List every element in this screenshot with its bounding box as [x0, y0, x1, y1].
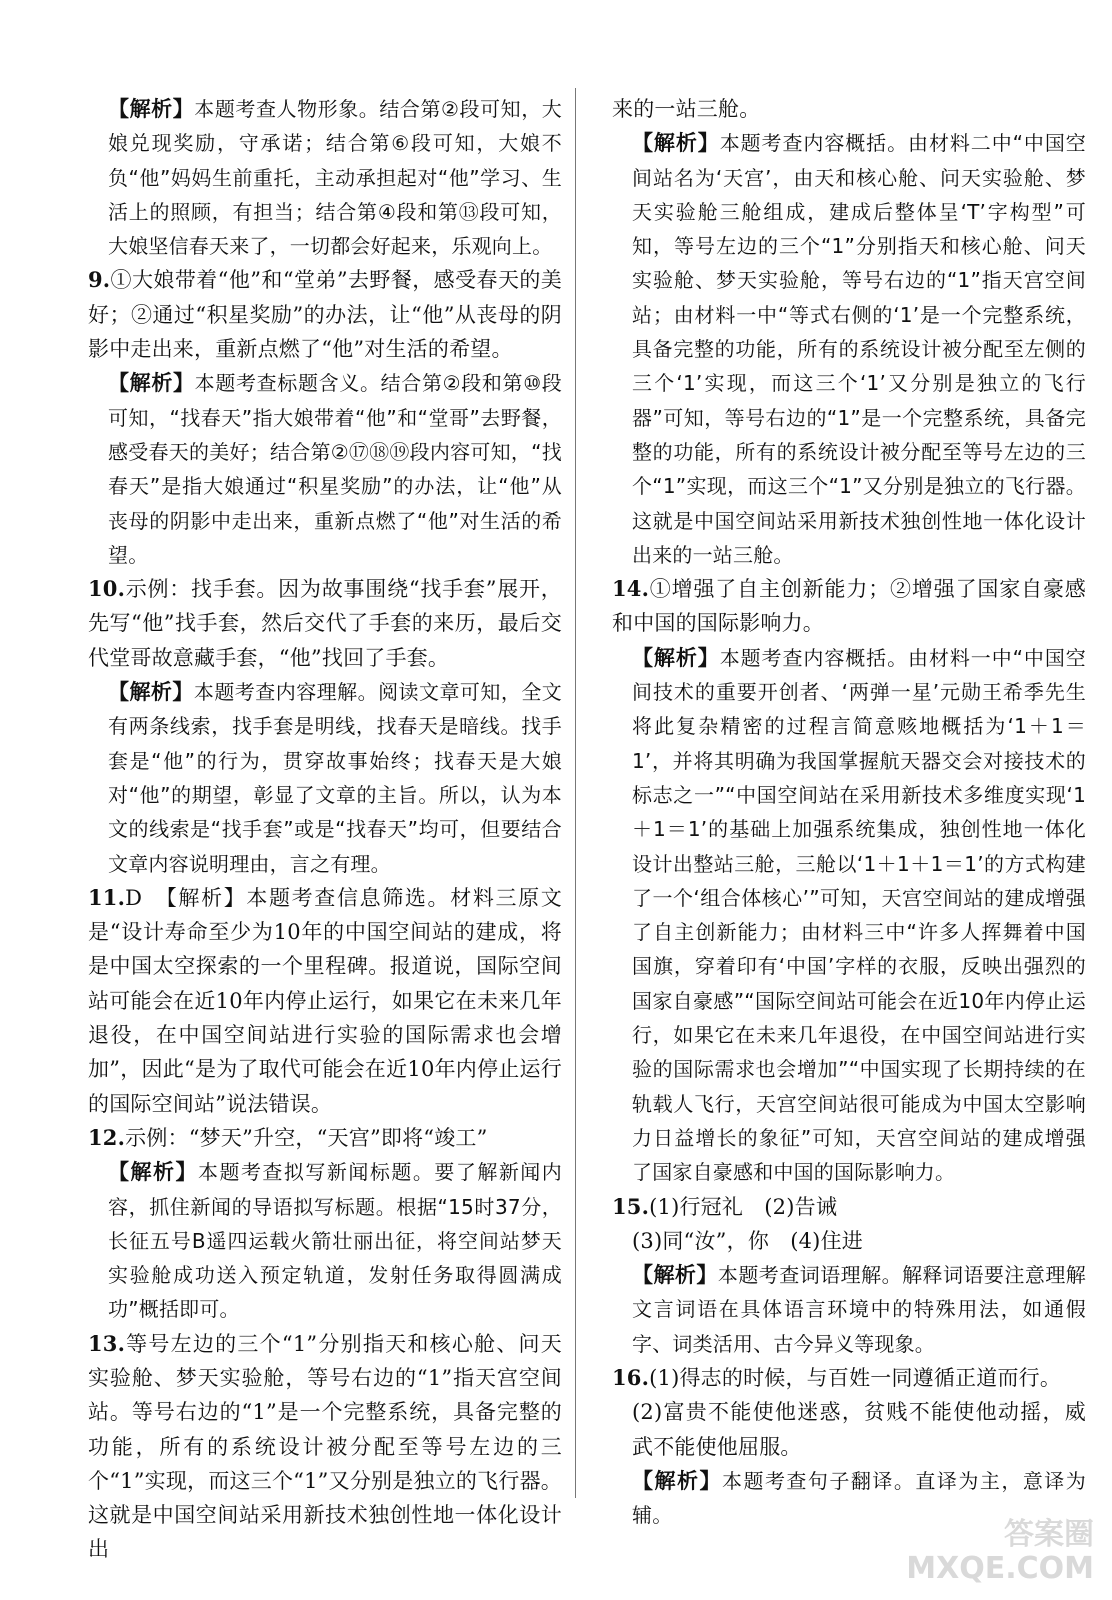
- answer-paragraph: [612, 1224, 1086, 1258]
- watermark: [906, 1518, 1094, 1586]
- analysis-tag: 【解析】: [632, 1262, 718, 1288]
- answer-paragraph: [612, 572, 1086, 641]
- right-column: [612, 92, 1086, 1532]
- analysis-text: 本题考查内容概括。由材料一中“中国空间技术的重要开创者、‘两弹一星’元勋王希季先生将此复杂精密的过程言简意赅地概括为‘1＋1＝1’，并将其明确为我国掌握航天器交会对接技术的标志之一”“中国空间站在采用新技术多维度实现‘1＋1＝1’的基础上加强系统集成，独创性地一体化设计出整站三舱，三舱以‘1＋1＋1＝1’的方式构建了一个‘组合体核心’”可知，天宫空间站的建成增强了自主创新能力；由材料三中“许多人挥舞着中国国旗，穿着印有‘中国’字样的衣服，反映出强烈的国家自豪感”“国际空间站可能会在近10年内停止运行，如果它在未来几年退役，在中国空间站进行实验的国际需求也会增加”“中国实现了长期持续的在轨载人飞行，天宫空间站很可能成为中国太空影响力日益增长的象征”可知，天宫空间站的建成增强了国家自豪感和中国的国际影响力。: [632, 645, 1086, 1185]
- answer-paragraph: [612, 1395, 1086, 1464]
- analysis-paragraph: [88, 92, 562, 263]
- question-number: 11.: [88, 884, 126, 910]
- analysis-paragraph: [88, 1155, 562, 1326]
- answer-text: (1)行冠礼 (2)告诫: [649, 1194, 838, 1219]
- question-number: 15.: [612, 1193, 650, 1219]
- analysis-paragraph: [612, 1258, 1086, 1361]
- analysis-tag: 【解析】: [108, 1159, 198, 1185]
- analysis-text: 本题考查人物形象。结合第②段可知，大娘兑现奖励，守承诺；结合第⑥段可知，大娘不负“他”妈妈生前重托，主动承担起对“他”学习、生活上的照顾，有担当；结合第④段和第⑬段可知，大娘坚信春天来了，一切都会好起来，乐观向上。: [108, 97, 562, 259]
- answer-paragraph: [88, 1327, 562, 1567]
- watermark-line1: 答案圈: [1004, 1517, 1094, 1552]
- answer-paragraph: [88, 1121, 562, 1155]
- answer-text: 示例：找手套。因为故事围绕“找手套”展开，先写“他”找手套，然后交代了手套的来历，最后交代堂哥故意藏手套，“他”找回了手套。: [88, 577, 562, 670]
- analysis-text: 本题考查拟写新闻标题。要了解新闻内容，抓住新闻的导语拟写标题。根据“15时37分，长征五号B遥四运载火箭壮丽出征，将空间站梦天实验舱成功送入预定轨道，发射任务取得圆满成功”概括即可。: [108, 1160, 562, 1322]
- answer-text: (2)富贵不能使他迷惑，贫贱不能使他动摇，威武不能使他屈服。: [632, 1400, 1086, 1459]
- analysis-text: 本题考查标题含义。结合第②段和第⑩段可知，“找春天”指大娘带着“他”和“堂哥”去野餐，感受春天的美好；结合第②⑰⑱⑲段内容可知，“找春天”是指大娘通过“积星奖励”的办法，让“他”从丧母的阴影中走出来，重新点燃了“他”对生活的希望。: [108, 371, 562, 567]
- answer-text: (3)同“汝”，你 (4)住进: [632, 1228, 863, 1253]
- question-number: 14.: [612, 576, 650, 602]
- answer-paragraph: [88, 572, 562, 675]
- answer-text: ①大娘带着“他”和“堂弟”去野餐，感受春天的美好；②通过“积星奖励”的办法，让“他”从丧母的阴影中走出来，重新点燃了“他”对生活的希望。: [88, 268, 562, 362]
- answer-paragraph: [88, 881, 562, 1121]
- analysis-text: 本题考查词语理解。解释词语要注意理解文言词语在具体语言环境中的特殊用法，如通假字、词类活用、古今异义等现象。: [632, 1263, 1086, 1356]
- analysis-paragraph: [88, 366, 562, 572]
- analysis-paragraph: [88, 675, 562, 881]
- watermark-line2: MXQE.COM: [906, 1551, 1094, 1586]
- analysis-text: 本题考查内容概括。由材料二中“中国空间站名为‘天宫’，由天和核心舱、问天实验舱、梦天实验舱三舱组成，建成后整体呈‘T’字构型”可知，等号左边的三个“1”分别指天和核心舱、问天实验舱、梦天实验舱，等号右边的“1”指天宫空间站；由材料一中“等式右侧的‘1’是一个完整系统，具备完整的功能，所有的系统设计被分配至左侧的三个‘1’实现，而这三个‘1’又分别是独立的飞行器”可知，等号右边的“1”是一个完整系统，具备完整的功能，所有的系统设计被分配至等号左边的三个“1”实现，而这三个“1”又分别是独立的飞行器。这就是中国空间站采用新技术独创性地一体化设计出来的一站三舱。: [632, 131, 1086, 567]
- analysis-paragraph: [612, 126, 1086, 572]
- analysis-text: 本题考查句子翻译。直译为主，意译为辅。: [632, 1468, 1086, 1528]
- question-number: 13.: [88, 1330, 126, 1356]
- continued-text: [612, 92, 1086, 126]
- analysis-tag: 【解析】: [108, 679, 194, 705]
- analysis-tag: 【解析】: [632, 130, 720, 156]
- answer-text: (1)得志的时候，与百姓一同遵循正道而行。: [649, 1365, 1062, 1390]
- analysis-tag: 【解析】: [108, 96, 195, 121]
- answer-text: 示例：“梦天”升空，“天宫”即将“竣工”: [125, 1125, 488, 1150]
- analysis-paragraph: [612, 641, 1086, 1190]
- question-number: 10.: [88, 576, 126, 602]
- answer-text: ①增强了自主创新能力；②增强了国家自豪感和中国的国际影响力。: [612, 577, 1086, 636]
- left-column: [88, 92, 562, 1567]
- answer-paragraph: [88, 263, 562, 366]
- question-number: 12.: [88, 1124, 126, 1150]
- answer-text: 等号左边的三个“1”分别指天和核心舱、问天实验舱、梦天实验舱，等号右边的“1”指天宫空间站。等号右边的“1”是一个完整系统，具备完整的功能，所有的系统设计被分配至等号左边的三个“1”实现，而这三个“1”又分别是独立的飞行器。这就是中国空间站采用新技术独创性地一体化设计出: [88, 1331, 562, 1562]
- answer-paragraph: [612, 1190, 1086, 1224]
- analysis-text: 本题考查内容理解。阅读文章可知，全文有两条线索，找手套是明线，找春天是暗线。找手套是“他”的行为，贯穿故事始终；找春天是大娘对“他”的期望，彰显了文章的主旨。所以，认为本文的线索是“找手套”或是“找春天”均可，但要结合文章内容说明理由，言之有理。: [108, 680, 562, 876]
- question-number: 16.: [612, 1364, 650, 1390]
- answer-paragraph: [612, 1361, 1086, 1395]
- analysis-tag: 【解析】: [108, 370, 195, 396]
- question-number: 9.: [88, 267, 111, 293]
- analysis-tag: 【解析】: [632, 1467, 722, 1493]
- column-divider: [575, 88, 576, 1498]
- continued-text-span: 来的一站三舱。: [612, 97, 761, 121]
- analysis-tag: 【解析】: [632, 644, 720, 670]
- answer-text: D 【解析】本题考查信息筛选。材料三原文是“设计寿命至少为10年的中国空间站的建成，将是中国太空探索的一个里程碑。报道说，国际空间站可能会在近10年内停止运行，如果它在未来几年退役，在中国空间站进行实验的国际需求也会增加”，因此“是为了取代可能会在近10年内停止运行的国际空间站”说法错误。: [88, 885, 562, 1116]
